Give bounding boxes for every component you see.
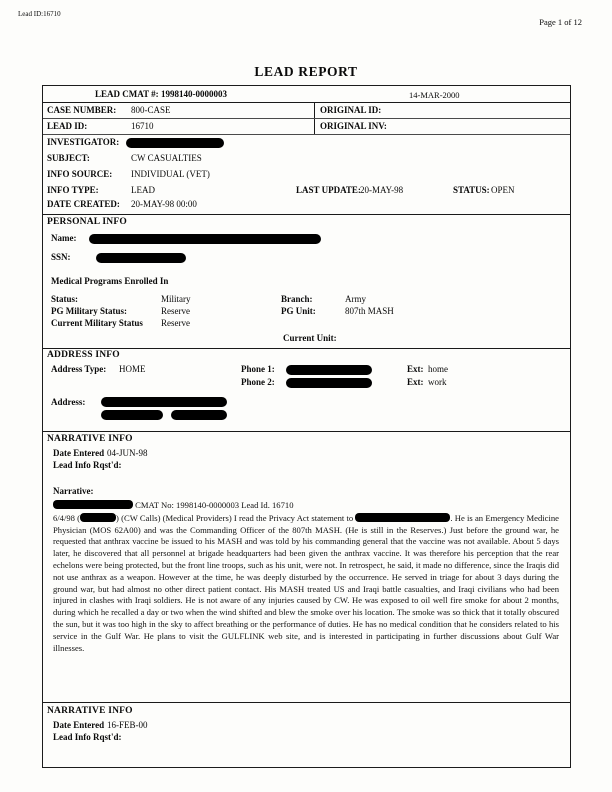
subject-value: CW CASUALTIES [131,153,202,163]
address-redaction-2 [101,410,163,420]
phone1-redaction [286,365,372,375]
narrative-label: Narrative: [53,486,94,496]
lead-id-label: LEAD ID: [47,121,88,131]
current-unit-label: Current Unit: [283,333,337,343]
address-redaction-1 [101,397,227,407]
narrative-date-redaction [80,513,116,522]
section-divider [43,431,570,432]
date-entered-2-label: Date Entered [53,720,105,730]
date-created-value: 20-MAY-98 00:00 [131,199,197,209]
address-info-heading: ADDRESS INFO [47,350,120,360]
branch-value: Army [345,294,366,304]
narrative-line1 [53,500,559,512]
investigator-redaction [126,138,224,148]
pg-unit-value: 807th MASH [345,306,394,316]
pg-military-status-label: PG Military Status: [51,306,127,316]
phone1-label: Phone 1: [241,364,275,374]
narrative-seg3: . He is an Emergency Medicine Physician (MOS 62A00) and was the Commanding Officer of the 807th MASH. (He is still in the Reserves.) Just before the ground war, he requested that anthrax vaccine be issued to his MASH and was told by his commanding general that the vaccine was not available. About 5 days later, he discovered that all personnel at brigade headquarters had been given the anthrax vaccine. It was therefore his perception that the rear echelons were being protected, but the front line troops, such as his unit, were not. In retrospect, he said, it made no difference, since the Iraqis did not use anthrax as a weapon. However at the time, he was deeply disturbed by the occurrence. He served in triage for about 3 days during the ground war, but had almost no other direct patient contact. His MASH treated US and Iraqi battle casualties, and Iraqi civilians who had been injured in clashes with Iraqi soldiers. He is not aware of any injuries caused by CW. He was exposed to oil well fire smoke for about 2 months, during which he recalled a day or two when the wind shifted and blew the smoke over his location. The smoke was so thick that it totally obscured the sun, but it was too high in the sky to affect breathing or the performance of duties. He has no medical condition that he considers related to his service in the Gulf War. He plans to visit the GULFLINK web site, and is interested in participating in further discussions about Gulf War illnesses. [53,512,559,653]
name-redaction [89,234,321,244]
status-value: OPEN [491,185,515,195]
narrative-text [53,500,559,654]
info-type-value: LEAD [131,185,155,195]
section-divider [43,102,570,103]
name-label: Name: [51,233,77,243]
address-redaction-3 [171,410,227,420]
branch-label: Branch: [281,294,313,304]
ssn-redaction [96,253,186,263]
narrative-paragraph [53,513,559,655]
personal-info-heading: PERSONAL INFO [47,217,127,227]
original-id-label: ORIGINAL ID: [320,105,382,115]
original-inv-label: ORIGINAL INV: [320,121,387,131]
lead-info-rqstd-2-label: Lead Info Rqst'd: [53,732,122,742]
narrative-seg2: ) (CW Calls) (Medical Providers) I read the Privacy Act statement to [116,512,356,523]
narrative-seg1: 6/4/98 ( [53,512,81,523]
lead-cmat-number: 1998140-0000003 [161,89,227,99]
ext2-value: work [428,377,447,387]
case-number-label: CASE NUMBER: [47,105,117,115]
section-divider [43,214,570,215]
info-source-value: INDIVIDUAL (VET) [131,169,210,179]
lead-info-rqstd-label: Lead Info Rqst'd: [53,460,122,470]
info-source-label: INFO SOURCE: [47,169,113,179]
ext1-label: Ext: [407,364,424,374]
lead-id-header: Lead ID:16710 [18,10,61,18]
status-label: STATUS: [453,185,490,195]
phone2-label: Phone 2: [241,377,275,387]
date-entered-value: 04-JUN-98 [107,448,148,458]
phone2-redaction [286,378,372,388]
address-label: Address: [51,397,86,407]
pg-military-status-value: Reserve [161,306,190,316]
address-type-label: Address Type: [51,364,107,374]
narrative-name-redaction [53,500,133,509]
page-number: Page 1 of 12 [539,17,582,27]
ssn-label: SSN: [51,252,71,262]
case-number-value: 800-CASE [131,105,171,115]
ext2-label: Ext: [407,377,424,387]
row-divider [43,118,570,119]
section-divider [43,348,570,349]
date-entered-2-value: 16-FEB-00 [107,720,148,730]
status-field-value: Military [161,294,191,304]
section-divider [43,702,570,703]
lead-id-value: 16710 [131,121,154,131]
status-field-label: Status: [51,294,79,304]
ext1-value: home [428,364,448,374]
subject-label: SUBJECT: [47,153,90,163]
narrative-line1-text: CMAT No: 1998140-0000003 Lead Id. 16710 [133,500,294,510]
current-military-status-label: Current Military Status [51,318,143,328]
address-type-value: HOME [119,364,146,374]
last-update-value: 20-MAY-98 [360,185,404,195]
current-military-status-value: Reserve [161,318,190,328]
medical-programs-label: Medical Programs Enrolled In [51,276,169,286]
lead-cmat-label: LEAD CMAT #: [95,89,159,99]
form-border-box [42,85,571,768]
date-entered-label: Date Entered [53,448,105,458]
narrative-privacy-redaction [355,513,450,522]
pg-unit-label: PG Unit: [281,306,316,316]
investigator-label: INVESTIGATOR: [47,137,120,147]
info-type-label: INFO TYPE: [47,185,99,195]
narrative-info-heading: NARRATIVE INFO [47,434,133,444]
report-date: 14-MAR-2000 [409,90,460,100]
date-created-label: DATE CREATED: [47,199,120,209]
page-title: LEAD REPORT [254,64,358,79]
narrative-info-2-heading: NARRATIVE INFO [47,706,133,716]
row-divider [43,134,570,135]
last-update-label: LAST UPDATE: [296,185,361,195]
